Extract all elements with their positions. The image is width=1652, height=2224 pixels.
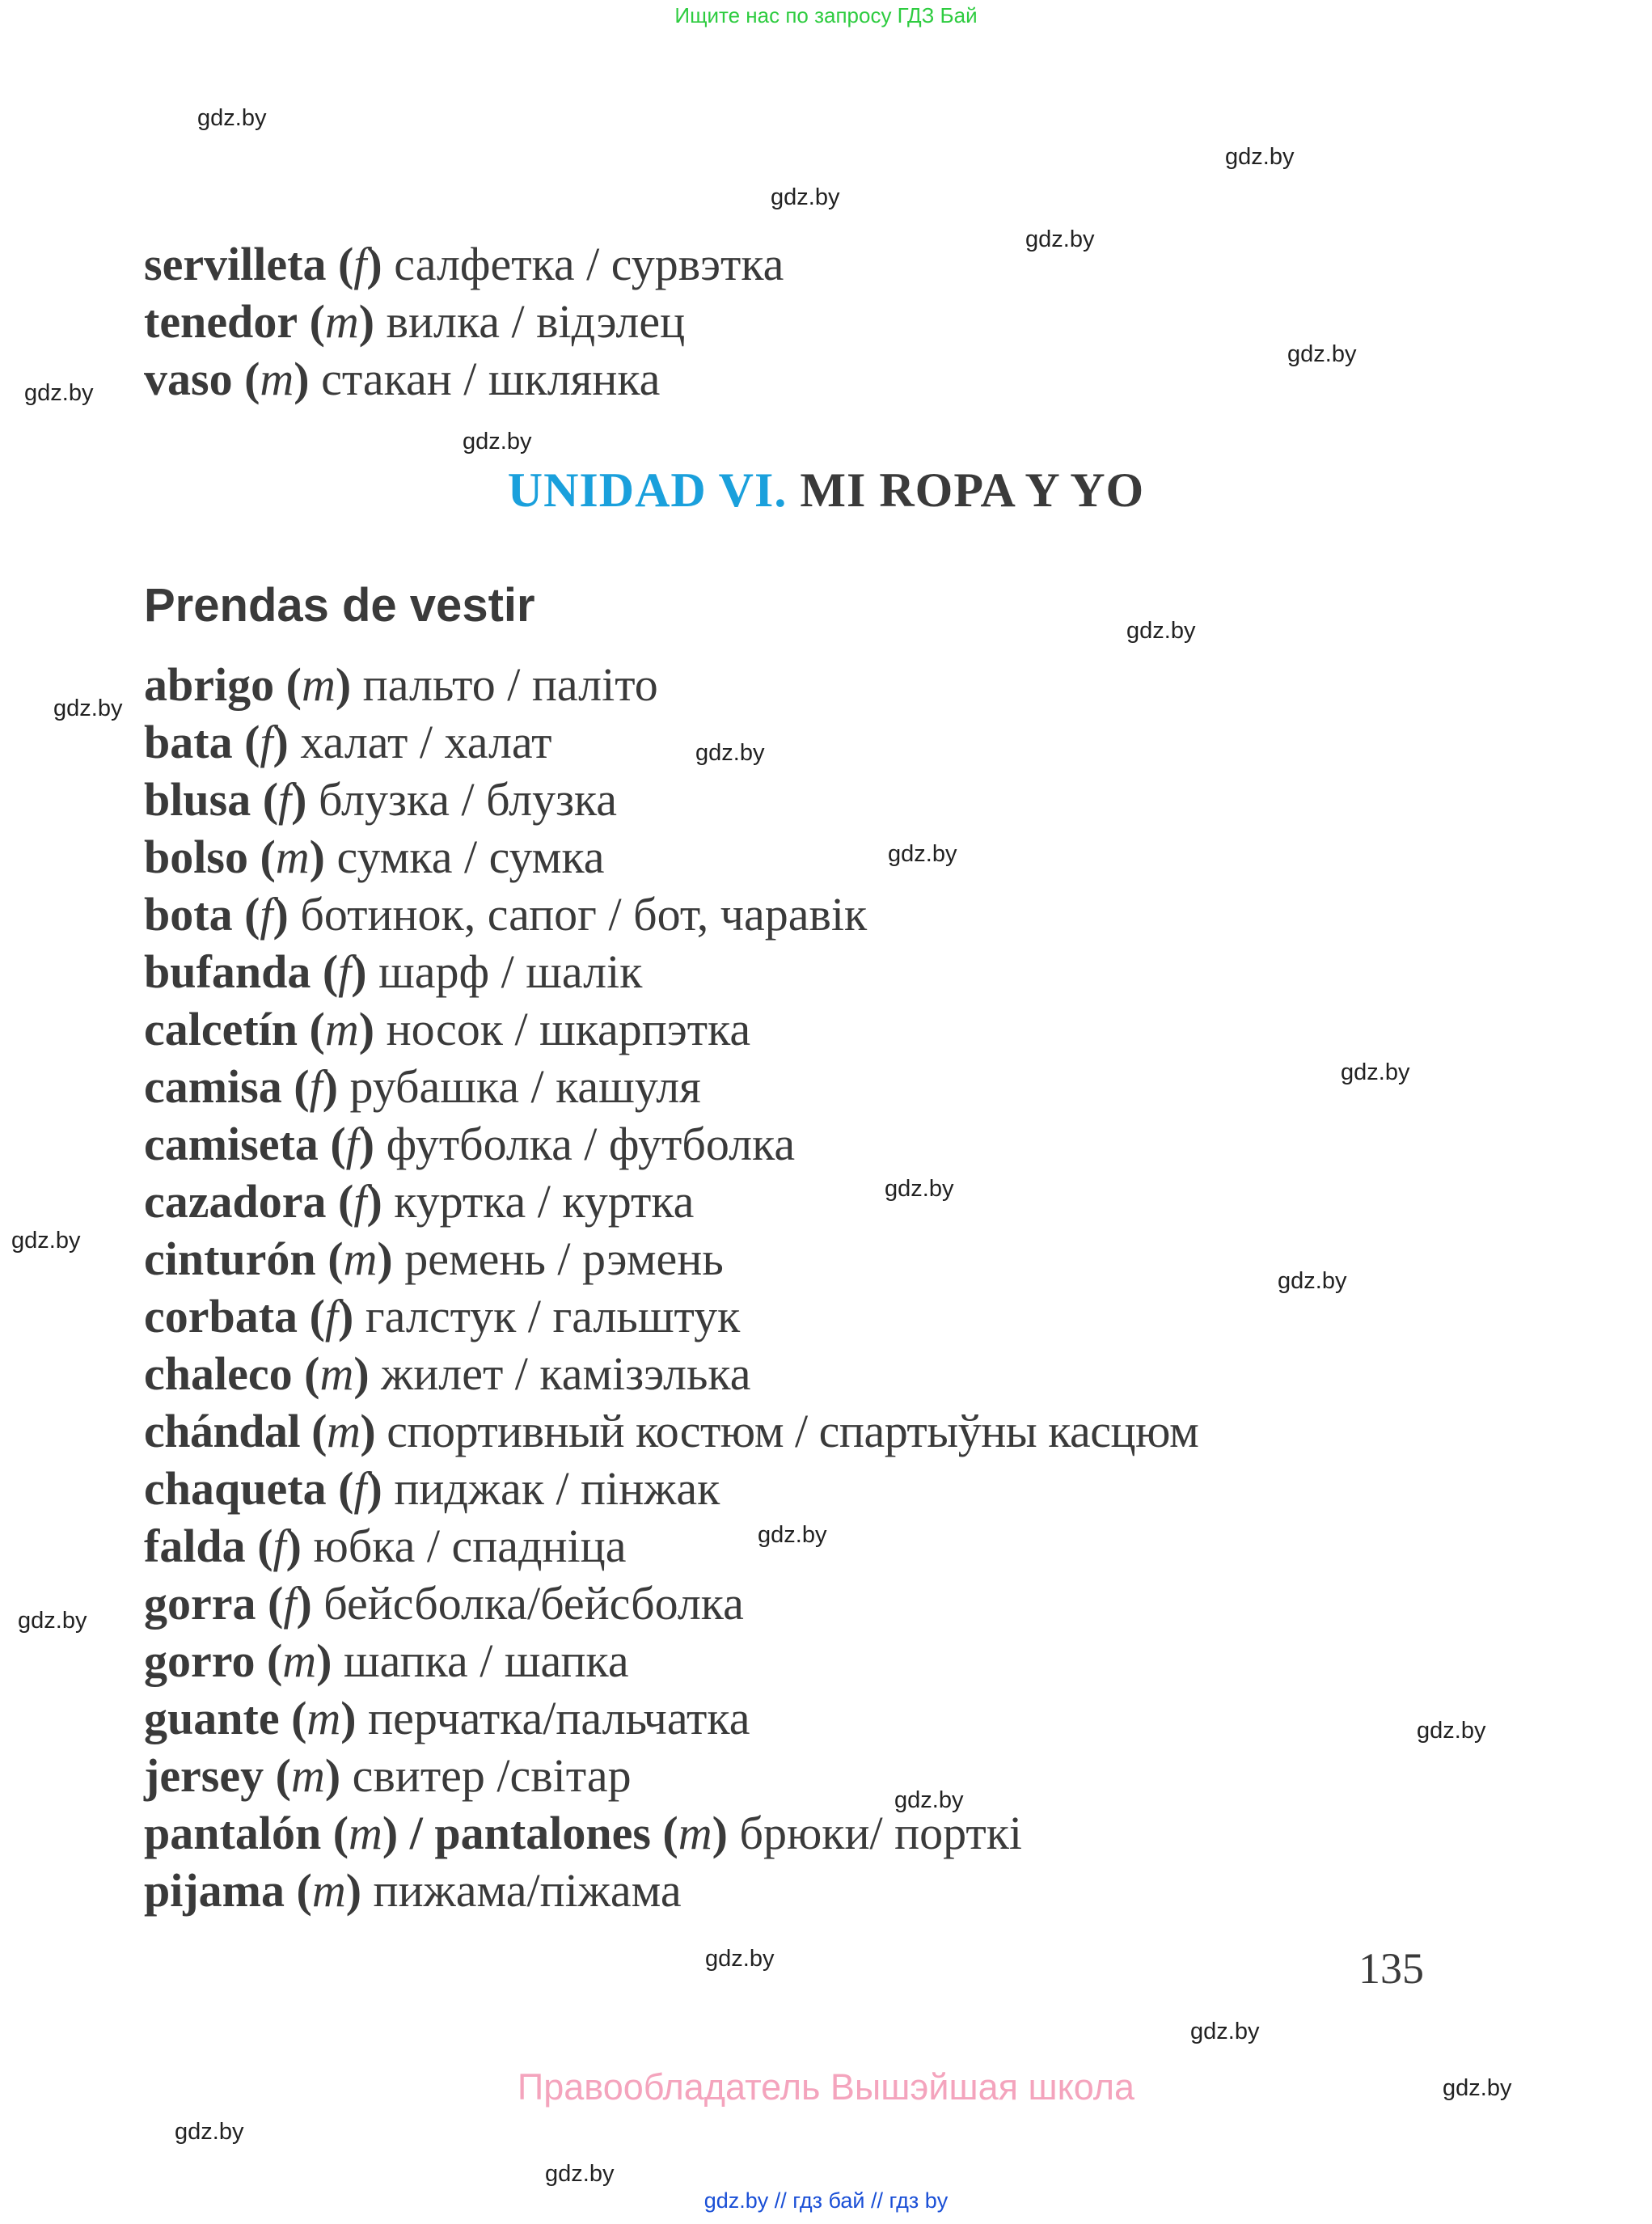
vocab-entry: cinturón (m) ремень / рэмень (144, 1233, 724, 1285)
spanish-term: bufanda (144, 945, 311, 998)
vocab-entry: bota (f) ботинок, сапог / бот, чаравік (144, 888, 868, 941)
spanish-term-plural: pantalones (434, 1807, 651, 1859)
watermark: gdz.by (894, 1787, 964, 1813)
vocab-entry: bufanda (f) шарф / шалік (144, 945, 643, 998)
gender-marker: m (311, 1864, 346, 1917)
spanish-term: tenedor (144, 295, 298, 348)
vocab-entry: camiseta (f) футболка / футболка (144, 1118, 796, 1170)
watermark: gdz.by (1025, 226, 1095, 252)
vocab-entry: chándal (m) спортивный костюм / спартыўны касцюм (144, 1405, 1199, 1457)
translation: пижама/піжама (373, 1864, 682, 1917)
gender-marker: f (353, 238, 367, 290)
gender-marker: m (349, 1807, 382, 1859)
gender-marker: m (324, 295, 359, 348)
watermark: gdz.by (545, 2161, 615, 2187)
translation: юбка / спадніца (313, 1520, 627, 1572)
watermark: gdz.by (1417, 1718, 1486, 1744)
spanish-term: camiseta (144, 1118, 319, 1170)
translation: футболка / футболка (386, 1118, 796, 1170)
watermark: gdz.by (1278, 1268, 1347, 1294)
watermark: gdz.by (1443, 2075, 1512, 2101)
vocab-entry: jersey (m) свитер /світар (144, 1749, 632, 1802)
watermark: gdz.by (705, 1946, 775, 1972)
translation: ботинок, сапог / бот, чаравік (300, 888, 868, 941)
translation: спортивный костюм / спартыўны касцюм (387, 1405, 1199, 1457)
spanish-term: jersey (144, 1749, 264, 1802)
gender-marker: f (260, 716, 273, 768)
vocab-entry: calcetín (m) носок / шкарпэтка (144, 1003, 751, 1055)
vocab-entry: vaso (m) стакан / шклянка (144, 353, 661, 405)
watermark: gdz.by (11, 1228, 81, 1254)
translation: жилет / камізэлька (381, 1347, 751, 1400)
watermark: gdz.by (175, 2119, 244, 2145)
translation: перчатка/пальчатка (368, 1692, 750, 1744)
watermark: gdz.by (24, 380, 94, 406)
gender-marker: m (324, 1003, 359, 1055)
translation: пиджак / пінжак (394, 1462, 720, 1515)
gender-marker: m (275, 831, 310, 883)
copyright-notice: Правообладатель Вышэйшая школа (517, 2066, 1135, 2108)
vocab-entry: cazadora (f) куртка / куртка (144, 1175, 695, 1228)
translation: брюки/ порткі (739, 1807, 1023, 1859)
vocab-entry: abrigo (m) пальто / паліто (144, 658, 658, 711)
spanish-term: gorro (144, 1634, 256, 1687)
vocab-entry: pantalón (m) / pantalones (m) брюки/ порткі (144, 1807, 1023, 1859)
unit-label: UNIDAD VI. (507, 463, 788, 517)
spanish-term: cinturón (144, 1233, 316, 1285)
gender-marker: f (338, 945, 352, 998)
gender-marker: m (319, 1347, 354, 1400)
vocab-entry: servilleta (f) салфетка / сурвэтка (144, 238, 784, 290)
spanish-term: pantalón (144, 1807, 322, 1859)
watermark: gdz.by (1126, 618, 1196, 644)
gender-marker: m (678, 1807, 712, 1859)
translation: сумка / сумка (336, 831, 605, 883)
gender-marker: f (345, 1118, 359, 1170)
unit-name: MI ROPA Y YO (800, 463, 1145, 517)
translation: блузка / блузка (318, 773, 618, 826)
vocab-entry: falda (f) юбка / спадніца (144, 1520, 627, 1572)
translation: рубашка / кашуля (349, 1060, 701, 1113)
spanish-term: vaso (144, 353, 233, 405)
translation: салфетка / сурвэтка (394, 238, 784, 290)
spanish-term: abrigo (144, 658, 275, 711)
watermark: gdz.by (695, 740, 765, 766)
watermark: gdz.by (463, 429, 532, 455)
gender-marker: f (309, 1060, 323, 1113)
translation: стакан / шклянка (321, 353, 661, 405)
watermark: gdz.by (1225, 144, 1295, 170)
vocab-entry: gorra (f) бейсболка/бейсболка (144, 1577, 744, 1630)
vocab-entry: chaleco (m) жилет / камізэлька (144, 1347, 751, 1400)
gender-marker: f (260, 888, 273, 941)
vocab-entry: guante (m) перчатка/пальчатка (144, 1692, 750, 1744)
spanish-term: falda (144, 1520, 246, 1572)
top-search-banner[interactable]: Ищите нас по запросу ГДЗ Бай (674, 3, 978, 27)
translation: шапка / шапка (344, 1634, 629, 1687)
watermark: gdz.by (885, 1176, 954, 1202)
spanish-term: pijama (144, 1864, 285, 1917)
vocab-entry: gorro (m) шапка / шапка (144, 1634, 629, 1687)
watermark: gdz.by (1287, 341, 1357, 367)
spanish-term: bata (144, 716, 233, 768)
vocab-entry: pijama (m) пижама/піжама (144, 1864, 682, 1917)
translation: куртка / куртка (394, 1175, 695, 1228)
translation: свитер /світар (352, 1749, 632, 1802)
translation: ремень / рэмень (404, 1233, 724, 1285)
spanish-term: servilleta (144, 238, 327, 290)
translation: халат / халат (300, 716, 552, 768)
vocab-entry: blusa (f) блузка / блузка (144, 773, 618, 826)
spanish-term: chaleco (144, 1347, 293, 1400)
gender-marker: m (301, 658, 336, 711)
watermark: gdz.by (1341, 1059, 1410, 1085)
watermark: gdz.by (18, 1608, 87, 1634)
spanish-term: bolso (144, 831, 248, 883)
vocab-entry: chaqueta (f) пиджак / пінжак (144, 1462, 720, 1515)
gender-marker: f (353, 1462, 367, 1515)
spanish-term: cazadora (144, 1175, 327, 1228)
translation: носок / шкарпэтка (386, 1003, 751, 1055)
watermark: gdz.by (197, 105, 267, 131)
unit-title (0, 463, 1652, 518)
gender-marker: f (283, 1577, 297, 1630)
gender-marker: m (282, 1634, 317, 1687)
section-heading: Prendas de vestir (144, 579, 535, 632)
gender-marker: m (306, 1692, 341, 1744)
page-number: 135 (1358, 1944, 1424, 1993)
translation: бейсболка/бейсболка (323, 1577, 744, 1630)
gender-marker: f (324, 1290, 339, 1342)
gender-marker: m (326, 1405, 361, 1457)
vocab-entry: camisa (f) рубашка / кашуля (144, 1060, 701, 1113)
spanish-term: chaqueta (144, 1462, 327, 1515)
translation: пальто / паліто (362, 658, 658, 711)
watermark: gdz.by (888, 841, 957, 867)
gender-marker: f (273, 1520, 286, 1572)
watermark: gdz.by (53, 696, 123, 721)
vocab-entry: bata (f) халат / халат (144, 716, 552, 768)
vocab-entry: bolso (m) сумка / сумка (144, 831, 605, 883)
spanish-term: calcetín (144, 1003, 298, 1055)
translation: шарф / шалік (378, 945, 643, 998)
footer-links[interactable]: gdz.by // гдз бай // гдз by (703, 2188, 949, 2213)
spanish-term: blusa (144, 773, 251, 826)
spanish-term: camisa (144, 1060, 282, 1113)
gender-marker: m (290, 1749, 325, 1802)
translation: вилка / відэлец (386, 295, 686, 348)
spanish-term: gorra (144, 1577, 256, 1630)
gender-marker: m (260, 353, 294, 405)
gender-marker: m (343, 1233, 378, 1285)
gender-marker: f (278, 773, 292, 826)
vocab-entry: tenedor (m) вилка / відэлец (144, 295, 686, 348)
spanish-term: corbata (144, 1290, 298, 1342)
watermark: gdz.by (758, 1522, 827, 1548)
vocab-entry: corbata (f) галстук / гальштук (144, 1290, 741, 1342)
gender-marker: f (353, 1175, 367, 1228)
watermark: gdz.by (1190, 2019, 1260, 2044)
translation: галстук / гальштук (365, 1290, 741, 1342)
spanish-term: guante (144, 1692, 280, 1744)
spanish-term: chándal (144, 1405, 301, 1457)
spanish-term: bota (144, 888, 233, 941)
watermark: gdz.by (771, 184, 840, 210)
